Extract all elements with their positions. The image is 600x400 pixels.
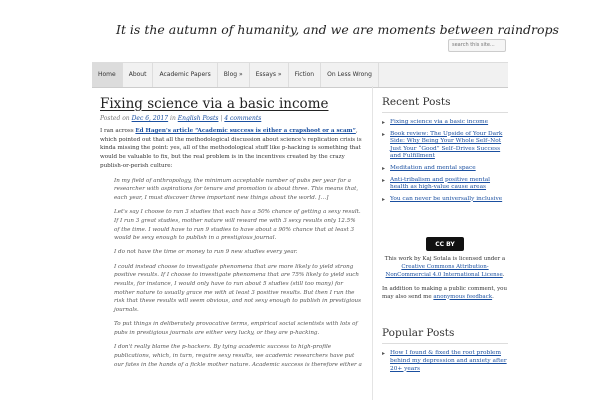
recent-posts-heading: Recent Posts [382,96,451,108]
blockquote [114,177,362,370]
nav-blog[interactable]: Blog » [218,63,250,87]
post-date-link[interactable]: Dec 6, 2017 [131,115,169,122]
recent-posts-list [382,119,508,203]
quote-paragraph: In my field of anthropology, the minimum acceptable number of pubs per year for a researcher with aspirations for tenure and promotion is about three. This means that, each year, I must discover three important new things about the world. […] [114,177,359,201]
post-intro [100,127,362,171]
nav-home[interactable]: Home [92,63,123,87]
intro-text-a: I ran across [100,128,136,134]
recent-post-link[interactable]: ▸ Fixing science via a basic income [382,119,508,127]
recent-post-link[interactable]: ▸ Book review: The Upside of Your Dark Side: Why Being Your Whole Self–Not Just Your “Good” Self–Drives Success and Fulfillment [382,131,508,161]
meta-in: in [168,115,178,122]
sidebar [382,96,508,377]
category-link[interactable]: English Posts [177,115,219,122]
license-text-b: . [502,271,505,278]
recent-post-link[interactable]: ▸ Meditation and mental space [382,165,508,173]
heading-rule [382,112,508,113]
search-input[interactable] [448,39,506,52]
quote-paragraph: Let's say I choose to run 3 studies that each has a 50% chance of getting a sexy result. If I run 3 great studies, mother nature will reward me with 3 sexy results only 12.5% of the time. I would have to run 9 studies to have about a 90% chance that at least 3 would be sexy enough to publish in a prestigious journal. [114,209,361,242]
intro-text-b: , which pointed out that all the methodological discussion about science's replication crisis is kinda missing the point: yes, all of the methodological stuff like p-hacking is something that would be valuable to fix, but the real problem is in the incentives created by the crazy publish-or-perish culture: [100,128,362,169]
feedback-text [382,286,508,302]
nav-academic-papers[interactable]: Academic Papers [153,63,217,87]
post-title[interactable]: Fixing science via a basic income [100,96,329,112]
post-content [100,96,362,375]
nav-about[interactable]: About [123,63,154,87]
license-text [382,256,508,279]
popular-posts-list [382,350,508,373]
popular-post-link[interactable]: ▸ How I found & fixed the root problem behind my depression and anxiety after 20+ years [382,350,508,373]
license-link[interactable]: Creative Commons Attribution-NonCommercial 4.0 International License [385,264,503,278]
post-meta [100,115,362,122]
cc-license-badge[interactable]: CC BY [426,237,464,251]
nav-on-less-wrong[interactable]: On Less Wrong [321,63,379,87]
meta-prefix: Posted on [100,115,132,122]
quote-paragraph: To put things in deliberately provocative terms, empirical social scientists with lots of pubs in prestigious journals are either very lucky, or they are p-hacking. [114,321,358,337]
heading-rule [382,343,508,344]
quote-paragraph: I could instead choose to investigate phenomena that are more likely to yield strong positive results. If I choose to investigate phenomena that are 75% likely to yield such results, for instance, I would only have to run about 5 studies (still too many) for mother nature to usually grace me with at least 3 positive results. But then I run the risk that these results will seem obvious, and not sexy enough to publish in prestigious journals. [114,263,362,314]
quote-paragraph: I don't really blame the p-hackers. By tying academic success to high-profile publications, which, in turn, require sexy results, we academic researchers have put our fates in the hands of a fickle mother nature. Academic success is therefore either a [114,344,362,368]
site-tagline: It is the autumn of humanity, and we are moments between raindrops [116,22,559,37]
comments-link[interactable]: 4 comments [224,115,262,122]
main-nav [92,62,508,88]
recent-post-link[interactable]: ▸ Anti-tribalism and positive mental health as high-value cause areas [382,177,508,192]
feedback-text-a: In addition to making a public comment, you may also send me [382,285,508,300]
feedback-text-b: . [492,293,494,300]
license-text-a: This work by Kaj Sotala is licensed under a [384,256,506,263]
recent-post-link[interactable]: ▸ You can never be universally inclusive [382,196,508,204]
nav-essays[interactable]: Essays » [250,63,289,87]
popular-posts-heading: Popular Posts [382,327,455,340]
meta-sep: | [218,115,225,122]
nav-fiction[interactable]: Fiction [289,63,321,87]
anonymous-feedback-link[interactable]: anonymous feedback [433,293,493,300]
article-link[interactable]: Ed Hagen's article “Academic success is either a crapshoot or a scam” [135,128,356,134]
quote-paragraph: I do not have the time or money to run 9 new studies every year. [114,249,298,256]
column-divider [372,86,373,400]
